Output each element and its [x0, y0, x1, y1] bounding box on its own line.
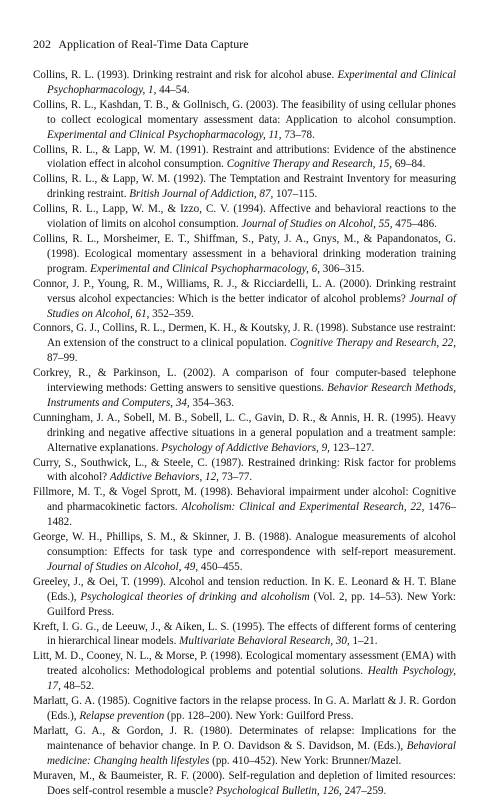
reference-entry: Kreft, I. G. G., de Leeuw, J., & Aiken, L. S. (1995). The effects of different forms of centering in hierarchical linear models. Multivariate Behavioral Research, 30, 1–21. [33, 620, 456, 648]
reference-list [33, 68, 456, 798]
reference-entry: Collins, R. L., & Lapp, W. M. (1992). The Temptation and Restraint Inventory for measuring drinking restraint. British Journal of Addiction, 87, 107–115. [33, 173, 456, 201]
reference-entry: Connors, G. J., Collins, R. L., Dermen, K. H., & Koutsky, J. R. (1998). Substance use restraint: An extension of the construct to a clinical population. Cognitive Therapy and Research, 22, 87–99. [33, 322, 456, 365]
reference-entry: Connor, J. P., Young, R. M., Williams, R. J., & Ricciardelli, L. A. (2000). Drinking restraint versus alcohol expectancies: Which is the better indicator of alcohol problems? Journal of Studies on Alcohol, 61, 352–359. [33, 277, 456, 320]
reference-entry: Cunningham, J. A., Sobell, M. B., Sobell, L. C., Gavin, D. R., & Annis, H. R. (1995). Heavy drinking and negative affective situations in a general population and a treatment sample: Alternative explanations. Psychology of Addictive Behaviors, 9, 123–127. [33, 411, 456, 454]
reference-entry: George, W. H., Phillips, S. M., & Skinner, J. B. (1988). Analogue measurements of alcohol consumption: Effects for task type and correspondence with self-report measurement. Journal of Studies on Alcohol, 49, 450–455. [33, 531, 456, 573]
running-title: Application of Real-Time Data Capture [58, 37, 249, 51]
reference-entry: Marlatt, G. A., & Gordon, J. R. (1980). Determinates of relapse: Implications for the maintenance of behavior change. In P. O. Davidson & S. Davidson, M. (Eds.), Behavioral medicine: Changing health lifestyles (pp. 410–452). New York: Brunner/Mazel. [33, 724, 456, 767]
reference-entry: Collins, R. L., Kashdan, T. B., & Gollnisch, G. (2003). The feasibility of using cellular phones to collect ecological momentary assessment data: Application to alcohol consumption. Experimental and Clinical Psychopharmacology, 11, 73–78. [33, 98, 456, 141]
reference-entry: Muraven, M., & Baumeister, R. F. (2000). Self-regulation and depletion of limited resources: Does self-control resemble a muscle? Psychological Bulletin, 126, 247–259. [33, 769, 456, 797]
reference-entry: Collins, R. L., & Lapp, W. M. (1991). Restraint and attributions: Evidence of the abstinence violation effect in alcohol consumption. Cognitive Therapy and Research, 15, 69–84. [33, 143, 456, 171]
reference-entry: Collins, R. L., Lapp, W. M., & Izzo, C. V. (1994). Affective and behavioral reactions to the violation of limits on alcohol consumption. Journal of Studies on Alcohol, 55, 475–486. [33, 203, 456, 231]
reference-entry: Marlatt, G. A. (1985). Cognitive factors in the relapse process. In G. A. Marlatt & J. R. Gordon (Eds.), Relapse prevention (pp. 128–200). New York: Guilford Press. [33, 695, 456, 722]
reference-entry: Fillmore, M. T., & Vogel Sprott, M. (1998). Behavioral impairment under alcohol: Cognitive and pharmacokinetic factors. Alcoholism: Clinical and Experimental Research, 22, 1476–1482. [33, 486, 456, 529]
running-header [33, 37, 463, 52]
reference-entry: Curry, S., Southwick, L., & Steele, C. (1987). Restrained drinking: Risk factor for problems with alcohol? Addictive Behaviors, 12, 73–77. [33, 456, 456, 484]
reference-entry: Collins, R. L., Morsheimer, E. T., Shiffman, S., Paty, J. A., Gnys, M., & Papandonatos, G. (1998). Ecological momentary assessment in a behavioral drinking moderation training program. Experimental and Clinical Psychopharmacology, 6, 306–315. [33, 232, 456, 275]
reference-entry: Collins, R. L. (1993). Drinking restraint and risk for alcohol abuse. Experimental and Clinical Psychopharmacology, 1, 44–54. [33, 69, 456, 96]
page-number: 202 [33, 37, 51, 51]
reference-entry: Corkrey, R., & Parkinson, L. (2002). A comparison of four computer-based telephone interviewing methods: Getting answers to sensitive questions. Behavior Research Methods, Instruments and Computers, 34, 354–363. [33, 367, 457, 409]
reference-entry: Greeley, J., & Oei, T. (1999). Alcohol and tension reduction. In K. E. Leonard & H. T. Blane (Eds.), Psychological theories of drinking and alcoholism (Vol. 2, pp. 14–53). New York: Guilford Press. [33, 575, 456, 618]
reference-entry: Litt, M. D., Cooney, N. L., & Morse, P. (1998). Ecological momentary assessment (EMA) with treated alcoholics: Methodological problems and potential solutions. Health Psychology, 17, 48–52. [33, 650, 456, 693]
